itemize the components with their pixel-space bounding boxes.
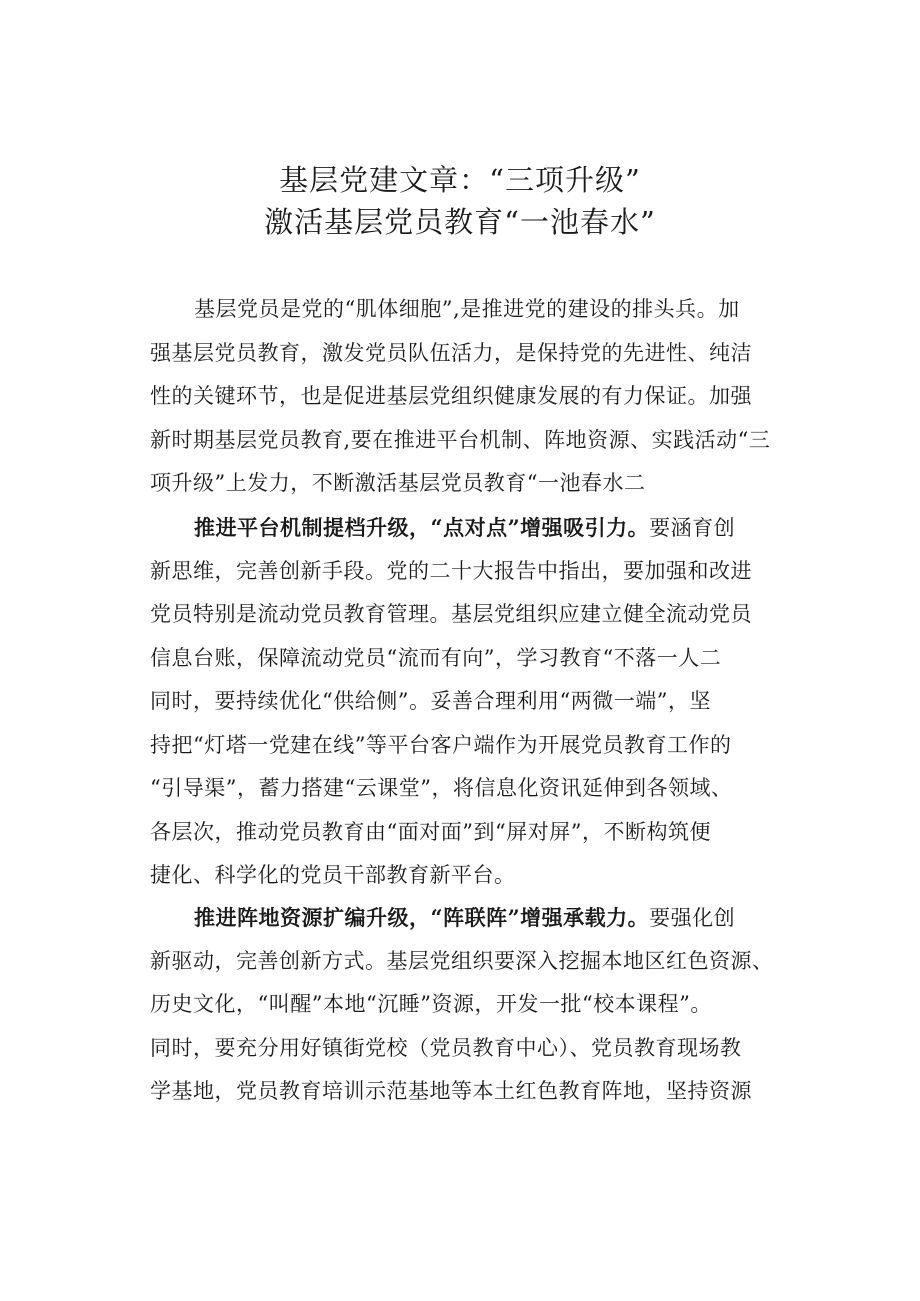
document-title-line-2: 激活基层党员教育“一池春水” bbox=[264, 205, 656, 239]
paragraph-line: 捷化、科学化的党员干部教育新平台。 bbox=[150, 863, 516, 887]
paragraph-lead-rest: 要涵育创 bbox=[649, 516, 736, 540]
document-title-line-1: 基层党建文章：“三项升级” bbox=[279, 163, 641, 197]
paragraph-line: 信息台账，保障流动党员“流而有向”，学习教育“不落一人二 bbox=[150, 645, 722, 670]
paragraph-line: 党员特别是流动党员教育管理。基层党组织应建立健全流动党员 bbox=[150, 602, 752, 626]
paragraph-line: 新驱动，完善创新方式。基层党组织要深入挖掘本地区红色资源、 bbox=[150, 948, 774, 973]
paragraph-line: 性的关键环节，也是促进基层党组织健康发展的有力保证。加强 bbox=[150, 384, 752, 408]
paragraph-lead-heading: 推进阵地资源扩编升级，“阵联阵”增强承载力。 bbox=[194, 905, 650, 930]
paragraph-line: 项升级”上发力，不断激活基层党员教育“一池春水二 bbox=[150, 471, 646, 495]
paragraph-line: 历史文化，“叫醒”本地“沉睡”资源，开发一批“校本课程”。 bbox=[150, 992, 712, 1016]
paragraph-line: 新时期基层党员教育,要在推进平台机制、阵地资源、实践活动“三 bbox=[150, 427, 771, 452]
paragraph-lead-rest: 要强化创 bbox=[649, 906, 736, 930]
paragraph-line: 基层党员是党的“肌体细胞”,是推进党的建设的排头兵。加 bbox=[194, 297, 740, 321]
paragraph-platform-mechanism bbox=[150, 506, 830, 898]
paragraph-line: 各层次，推动党员教育由“面对面”到“屏对屏”，不断构筑便 bbox=[150, 819, 711, 844]
paragraph-position-resources bbox=[150, 896, 830, 1114]
paragraph-line: 新思维，完善创新手段。党的二十大报告中指出，要加强和改进 bbox=[150, 558, 752, 583]
paragraph-line: 同时，要充分用好镇街党校（党员教育中心）、党员教育现场教 bbox=[150, 1035, 742, 1060]
paragraph-line: 持把“灯塔一党建在线”等平台客户端作为开展党员教育工作的 bbox=[150, 732, 732, 757]
paragraph-line: 同时，要持续优化“供给侧”。妥善合理利用“两微一端”，坚 bbox=[150, 689, 711, 713]
paragraph-first-line bbox=[150, 506, 830, 550]
paragraph-line: “引导渠”，蓄力搭建“云课堂”，将信息化资讯延伸到各领域、 bbox=[150, 776, 733, 800]
paragraph-lead-heading: 推进平台机制提档升级，“点对点”增强吸引力。 bbox=[194, 515, 650, 540]
paragraph-line: 强基层党员教育，激发党员队伍活力，是保持党的先进性、纯洁 bbox=[150, 340, 752, 365]
paragraph-intro bbox=[150, 288, 830, 506]
paragraph-line: 学基地，党员教育培训示范基地等本土红色教育阵地，坚持资源 bbox=[150, 1079, 752, 1103]
paragraph-first-line bbox=[150, 896, 830, 940]
